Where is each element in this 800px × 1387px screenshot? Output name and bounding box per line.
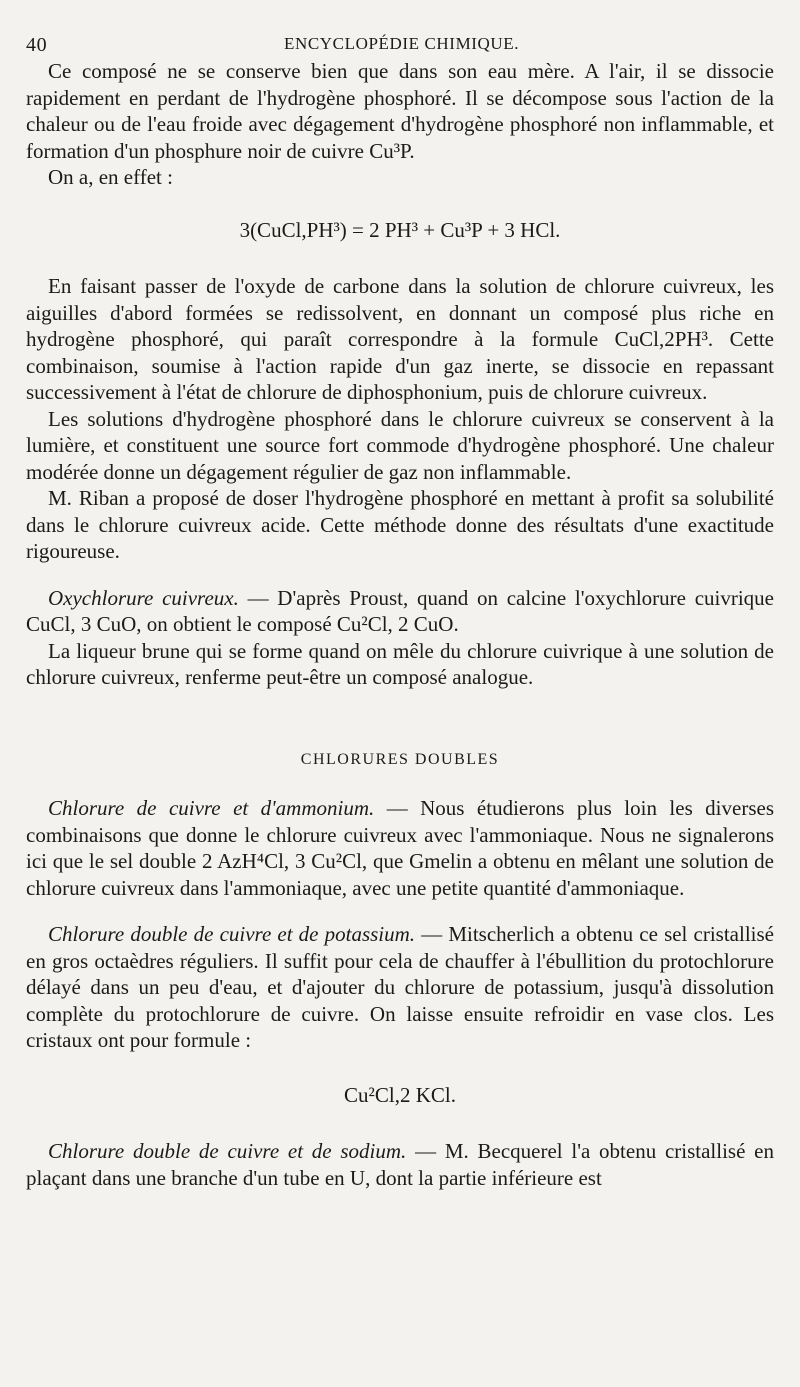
paragraph-body: — D'après Proust, quand on calcine l'oxychlorure cuivrique CuCl, 3 CuO, on obtient le composé Cu²Cl, 2 CuO. [26, 585, 775, 636]
equation: 3(CuCl,PH³) = 2 PH³ + Cu³P + 3 HCl. [239, 217, 561, 242]
paragraph-body: — Mitscherlich a obtenu ce sel cristallisé en gros octaèdres réguliers. Il suffit pour cela de chauffer à l'ébullition du protochlorure délayé dans un peu d'eau, et d'ajouter du chlorure de potassium, jusqu'à dissolution complète du protochlorure de cuivre. On laisse ensuite refroidir en vase clos. Les cristaux ont pour formule : [26, 922, 774, 1052]
paragraph-title: Chlorure double de cuivre et de sodium. [48, 1139, 407, 1163]
paragraph-body: — Nous étudierons plus loin les diverses combinaisons que donne le chlorure cuivreux avec l'ammoniaque. Nous ne signalerons ici que le sel double 2 AzH⁴Cl, 3 Cu²Cl, que Gmelin a obtenu en mêlant une solution de chlorure cuivreux dans l'ammoniaque, avec une petite quantité d'ammoniaque. [26, 796, 774, 900]
body-text [26, 58, 774, 1191]
paragraph-title: Chlorure double de cuivre et de potassium. [48, 922, 416, 946]
paragraph-body: — M. Becquerel l'a obtenu cristallisé en plaçant dans une branche d'un tube en U, dont la partie inférieure est [26, 1139, 774, 1190]
paragraph [26, 795, 774, 901]
running-title: ENCYCLOPÉDIE CHIMIQUE. [284, 34, 520, 53]
paragraph: Les solutions d'hydrogène phosphoré dans le chlorure cuivreux se conservent à la lumière, et constituent une source fort commode d'hydrogène phosphoré. Une chaleur modérée donne un dégagement régulier de gaz non inflammable. [26, 406, 774, 484]
section-heading: CHLORURES DOUBLES [300, 750, 500, 768]
equation: Cu²Cl,2 KCl. [344, 1082, 456, 1107]
page-number: 40 [26, 34, 48, 56]
page-header [26, 30, 774, 58]
paragraph [26, 585, 774, 638]
paragraph: M. Riban a proposé de doser l'hydrogène phosphoré en mettant à profit sa solubilité dans le chlorure cuivreux acide. Cette méthode donne des résultats d'une exactitude rigoureuse. [26, 486, 774, 563]
paragraph-title: Chlorure de cuivre et d'ammonium. [48, 796, 375, 820]
page [26, 30, 774, 1370]
paragraph: Ce composé ne se conserve bien que dans son eau mère. A l'air, il se dissocie rapidement en perdant de l'hydrogène phosphoré. Il se décompose sous l'action de la chaleur ou de l'eau froide avec dégagement d'hydrogène phosphoré non inflammable, et formation d'un phosphure noir de cuivre Cu³P. [26, 59, 774, 163]
paragraph-title: Oxychlorure cuivreux. [48, 585, 239, 610]
paragraph [26, 1138, 774, 1191]
paragraph: La liqueur brune qui se forme quand on mêle du chlorure cuivrique à une solution de chlorure cuivreux, renferme peut-être un composé analogue. [26, 638, 774, 689]
paragraph: On a, en effet : [48, 165, 173, 189]
paragraph: En faisant passer de l'oxyde de carbone dans la solution de chlorure cuivreux, les aiguilles d'abord formées se redissolvent, en donnant un composé plus riche en hydrogène phosphoré, qui paraît correspondre à la formule CuCl,2PH³. Cette combinaison, soumise à l'action rapide d'un gaz inerte, se dissocie en repassant successivement à l'état de chlorure de diphosphonium, puis de chlorure cuivreux. [26, 274, 774, 404]
paragraph [26, 921, 774, 1054]
